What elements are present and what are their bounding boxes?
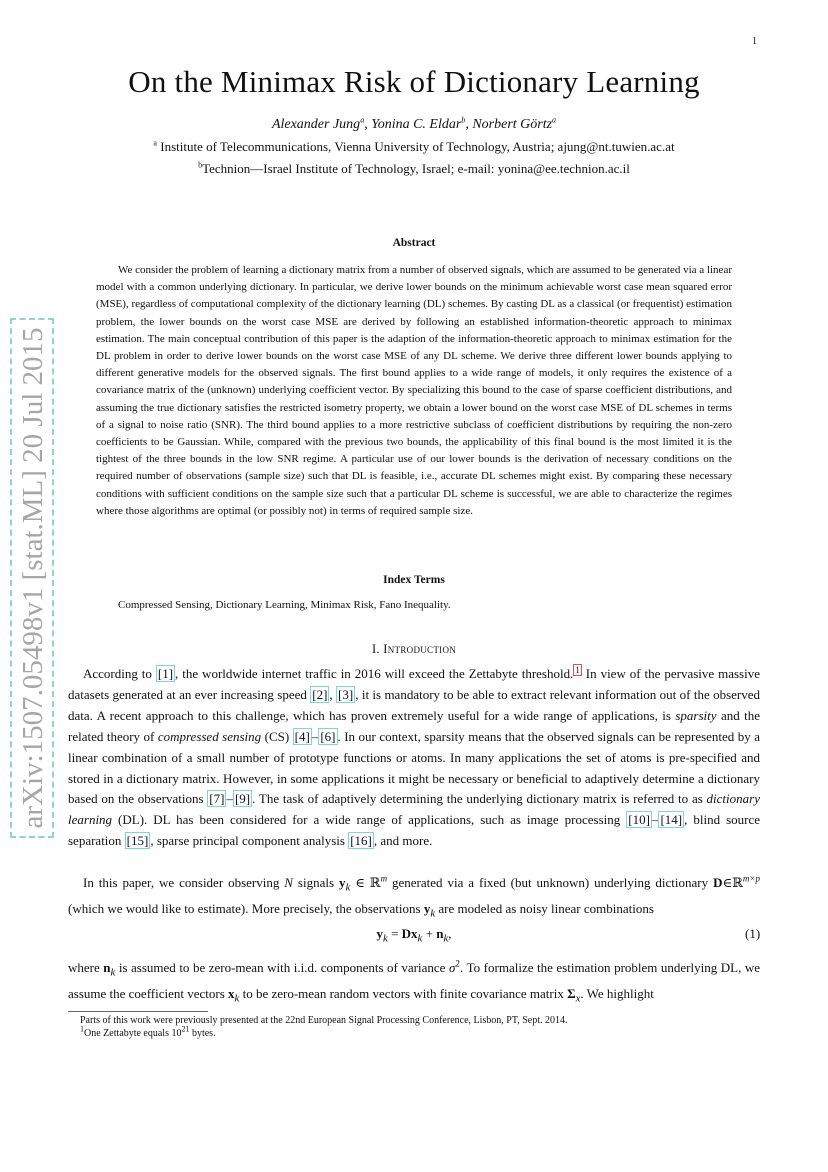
math-superscript: m×p [742,873,760,884]
text-run: – [311,728,319,744]
math-symbol: y [338,875,346,890]
text-run: , sparse principal component analysis [150,833,349,849]
text-run: signals [292,875,339,890]
math-superscript: 21 [181,1024,190,1034]
author-affil-mark: b [461,115,466,125]
text-run: (which we would like to estimate). More precisely, the observations [68,900,424,916]
affiliation-text: Technion—Israel Institute of Technology, Israel; e-mail: yonina@ee.technion.ac.il [202,161,630,176]
text-run: In this paper, we consider observing [83,875,285,890]
citation-link[interactable]: [1] [157,666,174,681]
arxiv-identifier-stamp[interactable]: arXiv:1507.05498v1 [stat.ML] 20 Jul 2015 [10,318,54,838]
affiliation-2 [0,161,828,177]
text-run: . The task of adaptively determining the underlying dictionary matrix is referred to as [252,791,707,807]
text-run: According to [83,666,156,681]
equation-1: $y_k = Dx_k + n_k$, [376,926,452,945]
text-run: . In our context, sparsity means that the observed signals can be represented by a linear combination of a small number of prototype functions or atoms. In many applications the set of atoms is pre-specified and stored in a dictionary matrix. However, in some applications it might be necessary or beneficial to adaptively determine a dictionary based on the observations [68,728,761,807]
text-run: (CS) [261,728,293,744]
footnote-divider [68,1011,208,1012]
citation-link[interactable]: [3] [338,686,354,702]
paper-title: On the Minimax Risk of Dictionary Learning [128,64,700,99]
math-symbol: N [284,875,293,890]
section-numeral: I. [371,642,384,656]
text-run: where [68,960,104,975]
emphasis: dictionary learning [68,791,760,828]
intro-paragraph-3 [68,958,760,1009]
introduction-heading [0,642,828,657]
page-number: 1 [752,36,757,47]
math-symbol: n [103,960,111,975]
math-superscript: m [380,873,388,884]
math-symbol: y [423,900,431,916]
text-run: – [226,791,233,807]
affil-mark: b [198,160,203,170]
citation-link[interactable]: [7] [209,791,225,807]
text-run: and the related theory of [68,707,760,744]
text-run: , and more. [373,833,433,849]
intro-paragraph-2 [68,873,760,924]
author-name: Yonina C. Eldar [371,117,462,132]
citation-link[interactable]: [14] [660,812,683,828]
math-subscript: k [234,992,240,1005]
citation-link[interactable]: [10] [628,812,650,828]
abstract-heading: Abstract [392,237,436,249]
citation-link[interactable]: [6] [320,728,336,744]
citation-link[interactable]: [4] [294,728,310,744]
math-subscript: k [345,881,351,894]
text-run: bytes. [189,1028,216,1039]
affiliation-1 [0,139,828,155]
math-symbol: Σ [567,985,576,1001]
emphasis: compressed sensing [157,728,262,744]
math-subscript: x [575,992,581,1005]
affil-mark: a [153,138,157,148]
math-subscript: k [430,907,436,920]
author-name: Alexander Jung [271,117,361,132]
text-run: , [329,686,337,702]
text-run: One Zettabyte equals 10 [84,1028,182,1039]
citation-link[interactable]: [2] [312,686,328,702]
text-run: , blind source separation [68,812,761,849]
text-run: In view of the pervasive massive datasets generated at an ever increasing speed [68,666,761,702]
abstract-body: We consider the problem of learning a dictionary matrix from a number of observed signals, which are assumed to be generated via a linear model with a common underlying dictionary. In particular, we derive lower bounds on the minimum achievable worst case mean squared error (MSE), regardless of computational complexity of the dictionary learning (DL) schemes. By casting DL as a classical (or frequentist) estimation problem, the lower bounds on the worst case MSE are derived by following an established information-theoretic approach to minimax estimation. The main conceptual contribution of this paper is the adaption of the information-theoretic approach to minimax estimation for the DL problem in order to derive lower bounds on the worst case MSE of any DL scheme. We derive three different lower bounds applying to different generative models for the observed signals. The first bound applies to a wide range of models, it only requires the existence of a covariance matrix of the (unknown) underlying coefficient vector. By specializing this bound to the case of sparse coefficient distributions, and assuming the true dictionary satisfies the restricted isometry property, we obtain a lower bound on the worst case MSE of DL schemes in terms of a signal to noise ratio (SNR). The third bound applies to a more restrictive subclass of coefficient distributions by requiring the non-zero coefficients to be Gaussian. While, compared with the previous two bounds, the applicability of this final bound is the most limited it is the tightest of the three bounds in the low SNR regime. A particular use of our lower bounds is the derivation of necessary conditions on the required number of observations (sample size) such that DL is feasible, i.e., accurate DL schemes might exist. By comparing these necessary conditions with sufficient conditions on the sample size such that a particular DL scheme is successful, we are able to characterize the regimes where those algorithms are optimal (or possibly not) in terms of required sample size. [96,264,732,517]
math-symbol: D [713,875,723,890]
text-run: generated via a fixed (but unknown) underlying dictionary [387,875,714,890]
intro-paragraph-1 [68,664,760,852]
math-superscript: 2 [455,958,460,969]
citation-link[interactable]: [9] [234,791,251,807]
text-run: . To formalize the estimation problem underlying DL, we assume the coefficient vectors [68,960,760,1001]
footnote-zettabyte [80,1024,216,1039]
equation-number: (1) [745,926,761,941]
text-run: . We highlight [580,985,654,1001]
text-run: ∈ ℝ [350,875,381,890]
affiliation-text: Institute of Telecommunications, Vienna University of Technology, Austria; ajung@nt.tuwien.ac.at [156,139,675,154]
author-list: Alexander Jung$^a$, Yonina C. Eldar$^b$, Norbert Görtz$^a$ [271,115,557,132]
footnote-conference: Parts of this work were previously presented at the 22nd European Signal Processing Conference, Lisbon, PT, Sept. 2014. [80,1015,568,1026]
author-affil-mark: a [360,115,365,125]
emphasis: sparsity [675,707,717,723]
text-run: (DL). DL has been considered for a wide range of applications, such as image processing [112,812,627,828]
math-subscript: k [110,966,116,979]
index-terms-heading: Index Terms [383,574,445,586]
text-run: are modeled as noisy linear combinations [435,900,654,916]
footnote-mark: 1 [80,1024,84,1034]
text-run: is assumed to be zero-mean with i.i.d. components of variance [115,960,449,975]
text-run: , the worldwide internet traffic in 2016 will exceed the Zettabyte threshold. [175,666,574,681]
author-affil-mark: a [552,115,557,125]
math-symbol: x [228,985,235,1001]
author-name: Norbert Görtz [472,117,553,132]
footnote-link[interactable]: 1 [575,664,580,675]
text-run: ∈ℝ [722,875,743,890]
text-run: , it is mandatory to be able to extract relevant information out of the observed data. A recent approach to this challenge, which has proven extremely useful for a wide range of applications, is [68,686,761,723]
text-run: to be zero-mean random vectors with finite covariance matrix [239,985,568,1001]
section-title: Introduction [383,642,457,656]
math-symbol: σ [448,960,456,975]
text-run: – [651,812,659,828]
citation-link[interactable]: [16] [350,833,372,849]
index-terms-body: Compressed Sensing, Dictionary Learning, Minimax Risk, Fano Inequality. [118,599,451,611]
citation-link[interactable]: [15] [126,833,149,849]
